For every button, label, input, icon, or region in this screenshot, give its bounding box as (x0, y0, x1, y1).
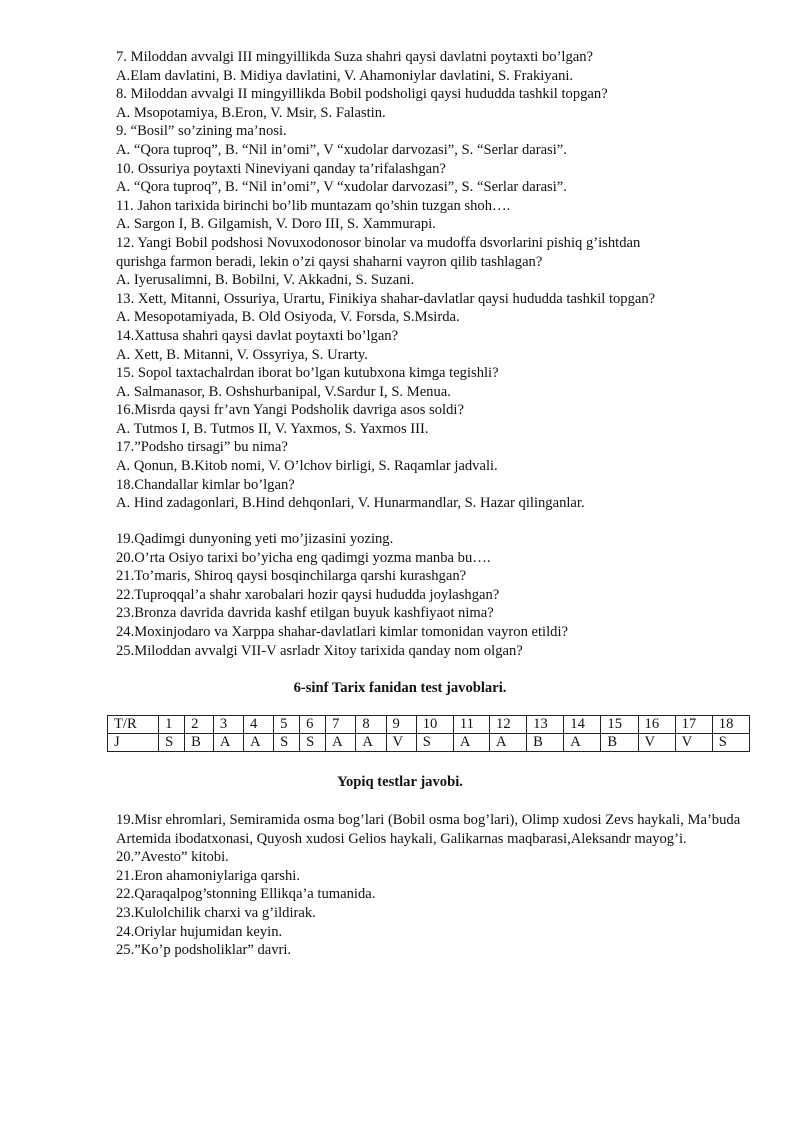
closed-answers-heading: Yopiq testlar javobi. (337, 774, 463, 790)
answer-options: A. Tutmos I, B. Tutmos II, V. Yaxmos, S. Yaxmos III. (116, 420, 429, 437)
closed-answer: 23.Kulolchilik charxi va g’ildirak. (116, 904, 316, 921)
answer-table-row (108, 734, 750, 752)
question-line: 18.Chandallar kimlar bo’lgan? (116, 476, 295, 493)
multiple-choice-questions (116, 48, 776, 513)
table-cell: 17 (675, 716, 712, 734)
answer-options: A. Iyerusalimni, B. Bobilni, V. Akkadni, S. Suzani. (116, 272, 415, 289)
closed-answers (116, 811, 756, 960)
table-cell: 14 (564, 716, 601, 734)
closed-answer: 20.”Avesto” kitobi. (116, 849, 229, 866)
table-cell: A (326, 734, 356, 752)
table-cell: 11 (453, 716, 489, 734)
table-cell: B (527, 734, 564, 752)
open-question: 23.Bronza davrida davrida kashf etilgan buyuk kashfiyaot nima? (116, 605, 494, 622)
table-cell: S (712, 734, 749, 752)
table-cell: J (108, 734, 159, 752)
open-question: 22.Tuproqqal’a shahr xarobalari hozir qaysi hududda joylashgan? (116, 586, 500, 603)
table-cell: 6 (300, 716, 326, 734)
open-question: 25.Miloddan avvalgi VII-V asrladr Xitoy tarixida qanday nom olgan? (116, 642, 523, 659)
table-cell: 4 (244, 716, 274, 734)
table-cell: 3 (213, 716, 243, 734)
question-line: 14.Xattusa shahri qaysi davlat poytaxti bo’lgan? (116, 327, 399, 344)
closed-answer: 21.Eron ahamoniylariga qarshi. (116, 867, 300, 884)
open-question: 20.O’rta Osiyo tarixi bo’yicha eng qadimgi yozma manba bu…. (116, 549, 491, 566)
answer-options: A. “Qora tuproq”, B. “Nil in’omi”, V “xudolar darvozasi”, S. “Serlar darasi”. (116, 141, 567, 158)
table-cell: 5 (274, 716, 300, 734)
table-cell: A (213, 734, 243, 752)
table-cell: A (453, 734, 489, 752)
table-cell: S (274, 734, 300, 752)
table-cell: S (159, 734, 185, 752)
table-cell: B (601, 734, 638, 752)
question-line: qurishga farmon beradi, lekin o’zi qaysi shaharni vayron qilib tashlagan? (116, 253, 543, 270)
answer-table-header-row (108, 716, 750, 734)
question-line: 15. Sopol taxtachalrdan iborat bo’lgan kutubxona kimga tegishli? (116, 365, 499, 382)
question-line: 12. Yangi Bobil podshosi Novuxodonosor binolar va mudoffa dsvorlarini pishiq g’ishtdan (116, 234, 641, 251)
table-cell: A (490, 734, 527, 752)
answer-options: A.Elam davlatini, B. Midiya davlatini, V. Ahamoniylar davlatini, S. Frakiyani. (116, 67, 574, 84)
table-cell: 15 (601, 716, 638, 734)
table-cell: 9 (386, 716, 416, 734)
table-cell: 2 (185, 716, 214, 734)
question-line: 11. Jahon tarixida birinchi bo’lib muntazam qo’shin tuzgan shoh…. (116, 197, 511, 214)
open-question: 19.Qadimgi dunyoning yeti mo’jizasini yozing. (116, 531, 394, 547)
question-line: 10. Ossuriya poytaxti Nineviyani qanday ta’rifalashgan? (116, 160, 446, 177)
table-cell: 8 (356, 716, 386, 734)
question-line: 17.”Podsho tirsagi” bu nima? (116, 439, 288, 456)
table-cell: 1 (159, 716, 185, 734)
table-cell: T/R (108, 716, 159, 734)
table-cell: 12 (490, 716, 527, 734)
answer-options: A. Qonun, B.Kitob nomi, V. O’lchov birligi, S. Raqamlar jadvali. (116, 458, 498, 475)
table-cell: 16 (638, 716, 675, 734)
answer-options: A. Mesopotamiyada, B. Old Osiyoda, V. Forsda, S.Msirda. (116, 309, 460, 326)
table-cell: 7 (326, 716, 356, 734)
closed-answer: 22.Qaraqalpog’stonning Ellikqa’a tumanida. (116, 886, 376, 903)
answer-options: A. Hind zadagonlari, B.Hind dehqonlari, V. Hunarmandlar, S. Hazar qilinganlar. (116, 495, 585, 512)
table-cell: S (300, 734, 326, 752)
question-line: 9. “Bosil” so’zining ma’nosi. (116, 123, 287, 140)
table-cell: 10 (416, 716, 453, 734)
table-cell: 18 (712, 716, 749, 734)
answer-options: A. Salmanasor, B. Oshshurbanipal, V.Sardur I, S. Menua. (116, 383, 451, 400)
answers-heading: 6-sinf Tarix fanidan test javoblari. (293, 680, 507, 696)
table-cell: S (416, 734, 453, 752)
answer-key-table (107, 715, 750, 752)
closed-answer: 19.Misr ehromlari, Semiramida osma bog’lari (Bobil osma bog’lari), Olimp xudosi Zevs haykali, Ma’buda Artemida ibodatxonasi, Quyosh xudosi Gelios haykali, Galikarnas maqbarasi,Aleksandr mayog’i. (116, 812, 741, 847)
closed-answer: 24.Oriylar hujumidan keyin. (116, 923, 283, 940)
table-cell: 13 (527, 716, 564, 734)
answer-options: A. Msopotamiya, B.Eron, V. Msir, S. Falastin. (116, 104, 386, 121)
table-cell: V (675, 734, 712, 752)
open-questions (116, 530, 776, 660)
answer-options: A. “Qora tuproq”, B. “Nil in’omi”, V “xudolar darvozasi”, S. “Serlar darasi”. (116, 179, 567, 196)
question-line: 7. Miloddan avvalgi III mingyillikda Suza shahri qaysi davlatni poytaxti bo’lgan? (116, 49, 594, 65)
table-cell: V (638, 734, 675, 752)
answer-options: A. Xett, B. Mitanni, V. Ossyriya, S. Urarty. (116, 346, 368, 363)
table-cell: V (386, 734, 416, 752)
question-line: 13. Xett, Mitanni, Ossuriya, Urartu, Finikiya shahar-davlatlar qaysi hududda tashkil topgan? (116, 290, 656, 307)
table-cell: A (356, 734, 386, 752)
table-cell: A (564, 734, 601, 752)
open-question: 24.Moxinjodaro va Xarppa shahar-davlatlari kimlar tomonidan vayron etildi? (116, 623, 568, 640)
question-line: 16.Misrda qaysi fr’avn Yangi Podsholik davriga asos soldi? (116, 402, 464, 419)
open-question: 21.To’maris, Shiroq qaysi bosqinchilarga qarshi kurashgan? (116, 568, 467, 585)
table-cell: B (185, 734, 214, 752)
closed-answer: 25.”Ko’p podsholiklar” davri. (116, 942, 292, 959)
question-line: 8. Miloddan avvalgi II mingyillikda Bobil podsholigi qaysi hududda tashkil topgan? (116, 86, 608, 103)
table-cell: A (244, 734, 274, 752)
answer-options: A. Sargon I, B. Gilgamish, V. Doro III, S. Xammurapi. (116, 216, 436, 233)
